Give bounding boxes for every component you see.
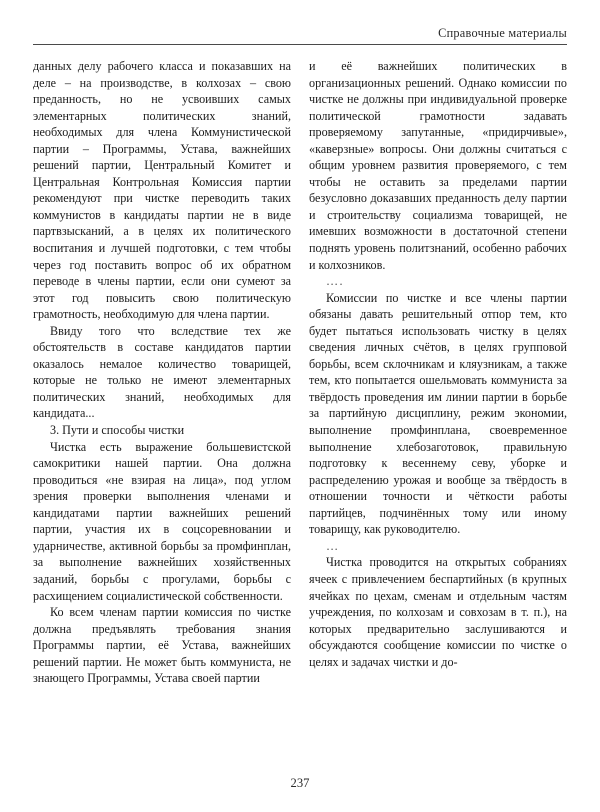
paragraph: Ко всем членам партии комиссия по чистке должна предъявлять требования знания Программы партии, её Устава, важнейших решений партии. Не может быть коммуниста, не знающего Программы, Устава своей партии bbox=[33, 605, 291, 686]
omission-marker: … bbox=[326, 538, 340, 553]
paragraph: Чистка есть выражение большевистской самокритики нашей партии. Она должна проводиться «не взирая на лица», под углом зрения проверки выполнения членами и кандидатами партии важнейших решений партии, участия их в соцсоревновании и ударничестве, активной борьбы за промфинплан, за выполнение важнейших хозяйственных заданий, борьбы с прогулами, борьбы с расхищением социалистической собственности. bbox=[33, 439, 291, 603]
section-heading: 3. Пути и способы чистки bbox=[50, 423, 185, 438]
column-left bbox=[33, 58, 291, 758]
omission-marker: …. bbox=[326, 274, 344, 289]
paragraph: Ввиду того что вследствие тех же обстоятельств в составе кандидатов партии оказалось немалое количество товарищей, которые не только не имеют элементарных политических знаний, необходимых для кандидата... bbox=[33, 323, 291, 421]
paragraph: Чистка проводится на открытых собраниях ячеек с привлечением беспартийных (в крупных ячейках по цехам, сменам и отдельным частям учреждения, по колхозам и совхозам в т. п.), на которых предварительно заслушиваются и обсуждаются сообщение комиссии по чистке о целях и задачах чистки и до- bbox=[309, 555, 567, 669]
paragraph: и её важнейших политических в организационных решений. Однако комиссии по чистке не должны при индивидуальной проверке политической грамотности задавать проверяемому запутанные, «придирчивые», «каверзные» вопросы. Они должны считаться с общим уровнем развития проверяемого, с тем чтобы не оставить за пределами партии безусловно доказавших преданность делу партии и строительству социализма товарищей, не имевших возможности в достаточной степени поднять уровень политзнаний, особенно рабочих и колхозников. bbox=[309, 59, 567, 272]
page-number: 237 bbox=[290, 776, 310, 790]
two-column-body bbox=[33, 58, 567, 758]
column-right bbox=[309, 58, 567, 758]
paragraph: Комиссии по чистке и все члены партии обязаны давать решительный отпор тем, кто будет пытаться использовать чистку в целях сведения личных счётов, в целях групповой борьбы, всем склочникам и кляузникам, а также тем, кто попытается ошельмовать коммуниста за твёрдость проведения им линии партии в борьбе за партийную дисциплину, режим экономии, выполнение промфинплана, своевременное выполнение хлебозаготовок, правильную подготовку к весеннему севу, уборке и распределению урожая и вообще за твёрдость в отношении точности и чёткости работы партийцев, подчинённых тому или иному товарищу, как руководителю. bbox=[309, 290, 567, 537]
header-rule bbox=[33, 44, 567, 45]
paragraph: данных делу рабочего класса и показавших на деле – на производстве, в колхозах – свою преданность, но не усвоивших самых элементарных политических знаний, необходимых для члена Коммунистической партии – Программы, Устава, важнейших решений партии, Центральный Комитет и Центральная Контрольная Комиссия партии рекомендуют при чистке переводить таких коммунистов в кандидаты партии не в виде партвзысканий, а в целях их политического воспитания и лучшей подготовки, с тем чтобы через год поставить вопрос об их обратном переводе в члены партии, если они сумеют за этот год повысить свою политическую грамотность, необходимую для члена партии. bbox=[33, 59, 291, 322]
running-head: Справочные материалы bbox=[438, 26, 567, 40]
